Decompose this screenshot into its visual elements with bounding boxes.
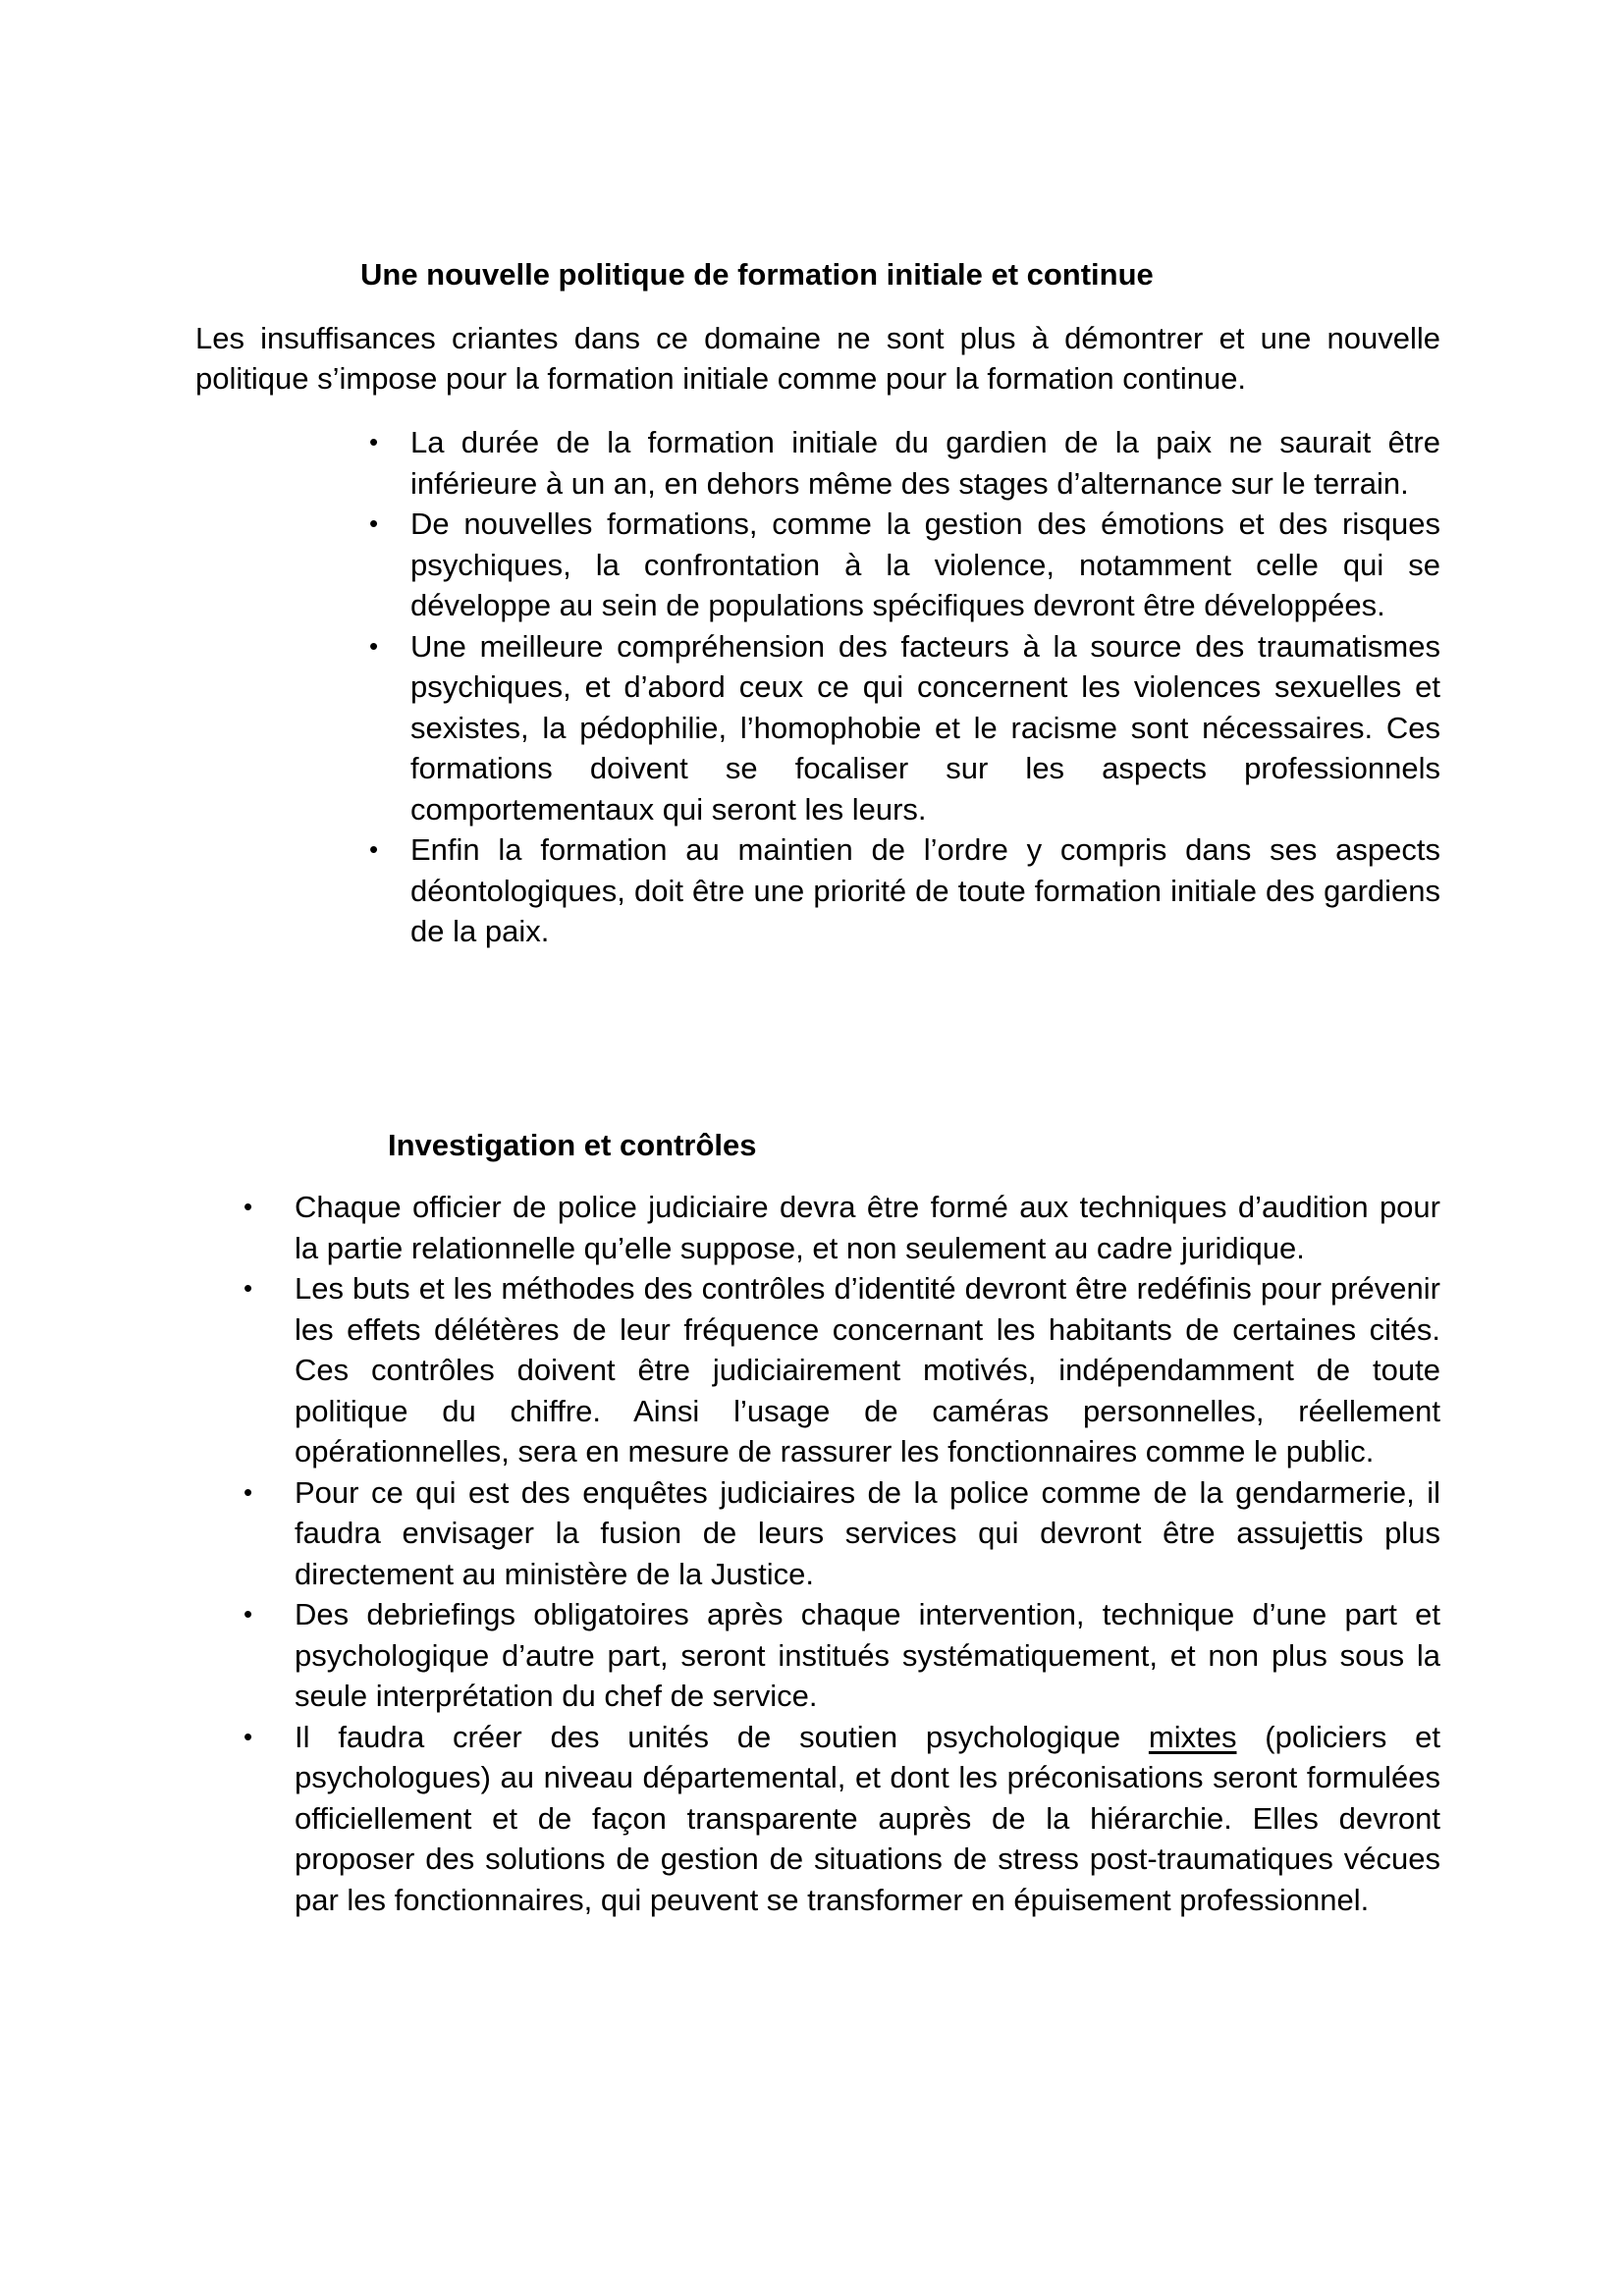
list-item bbox=[369, 422, 1440, 504]
bullet-icon: • bbox=[369, 630, 379, 661]
list-item-text-after: (policiers et psychologues) au niveau départemental, et dont les préconisations seront formulées officiellement et de façon transparente auprès de la hiérarchie. Elles devront proposer des solutions de gestion de situations de stress post-traumatiques vécues par les fonctionnaires, qui peuvent se transformer en épuisement professionnel. bbox=[295, 1719, 1440, 1917]
list-item-text-before: Il faudra créer des unités de soutien psychologique bbox=[295, 1719, 1149, 1754]
section-title-formation: Une nouvelle politique de formation initiale et continue bbox=[360, 257, 1154, 292]
bullet-icon: • bbox=[369, 427, 379, 456]
list-item-text: Pour ce qui est des enquêtes judiciaires de la police comme de la gendarmerie, il faudra envisager la fusion de leurs services qui devront être assujettis plus directement au ministère de la Justice. bbox=[295, 1474, 1440, 1591]
underlined-word: mixtes bbox=[1148, 1719, 1237, 1754]
bullet-icon: • bbox=[244, 1476, 253, 1507]
formation-bullet-list bbox=[369, 422, 1440, 952]
list-item-text: La durée de la formation initiale du gardien de la paix ne saurait être inférieure à un an, en dehors même des stages d’alternance sur le terrain. bbox=[410, 425, 1440, 501]
list-item bbox=[244, 1472, 1440, 1595]
bullet-icon: • bbox=[244, 1599, 253, 1629]
bullet-icon: • bbox=[369, 834, 379, 864]
bullet-icon: • bbox=[244, 1721, 253, 1751]
list-item-text: Une meilleure compréhension des facteurs à la source des traumatismes psychiques, et d’abord ceux ce qui concernent les violences sexuelles et sexistes, la pédophilie, l’homophobie et le racisme sont nécessaires. Ces formations doivent se focaliser sur les aspects professionnels comportementaux qui seront les leurs. bbox=[410, 628, 1440, 827]
list-item-text: Enfin la formation au maintien de l’ordre y compris dans ses aspects déontologiques, doit être une priorité de toute formation initiale des gardiens de la paix. bbox=[410, 832, 1440, 948]
list-item bbox=[244, 1717, 1440, 1921]
list-item bbox=[369, 626, 1440, 830]
list-item-text: Des debriefings obligatoires après chaque intervention, technique d’une part et psychologique d’autre part, seront institués systématiquement, et non plus sous la seule interprétation du chef de service. bbox=[295, 1597, 1440, 1713]
investigation-bullet-list bbox=[244, 1187, 1440, 1920]
bullet-icon: • bbox=[244, 1273, 253, 1303]
bullet-icon: • bbox=[244, 1192, 253, 1221]
list-item-text: De nouvelles formations, comme la gestion des émotions et des risques psychiques, la confrontation à la violence, notamment celle qui se développe au sein de populations spécifiques devront être développées. bbox=[410, 507, 1440, 622]
list-item bbox=[244, 1594, 1440, 1717]
section-title-investigation: Investigation et contrôles bbox=[388, 1128, 757, 1162]
list-item-text: Chaque officier de police judiciaire devra être formé aux techniques d’audition pour la partie relationnelle qu’elle suppose, et non seulement au cadre juridique. bbox=[295, 1190, 1440, 1265]
list-item-text: Les buts et les méthodes des contrôles d’identité devront être redéfinis pour prévenir les effets délétères de leur fréquence concernant les habitants de certaines cités. Ces contrôles doivent être judiciairement motivés, indépendamment de toute politique du chiffre. Ainsi l’usage de caméras personnelles, réellement opérationnelles, sera en mesure de rassurer les fonctionnaires comme le public. bbox=[295, 1271, 1440, 1468]
list-item bbox=[244, 1187, 1440, 1268]
bullet-icon: • bbox=[369, 508, 379, 538]
list-item bbox=[369, 504, 1440, 626]
list-item bbox=[244, 1268, 1440, 1472]
intro-paragraph: Les insuffisances criantes dans ce domaine ne sont plus à démontrer et une nouvelle politique s’impose pour la formation initiale comme pour la formation continue. bbox=[195, 321, 1440, 396]
list-item bbox=[369, 829, 1440, 952]
